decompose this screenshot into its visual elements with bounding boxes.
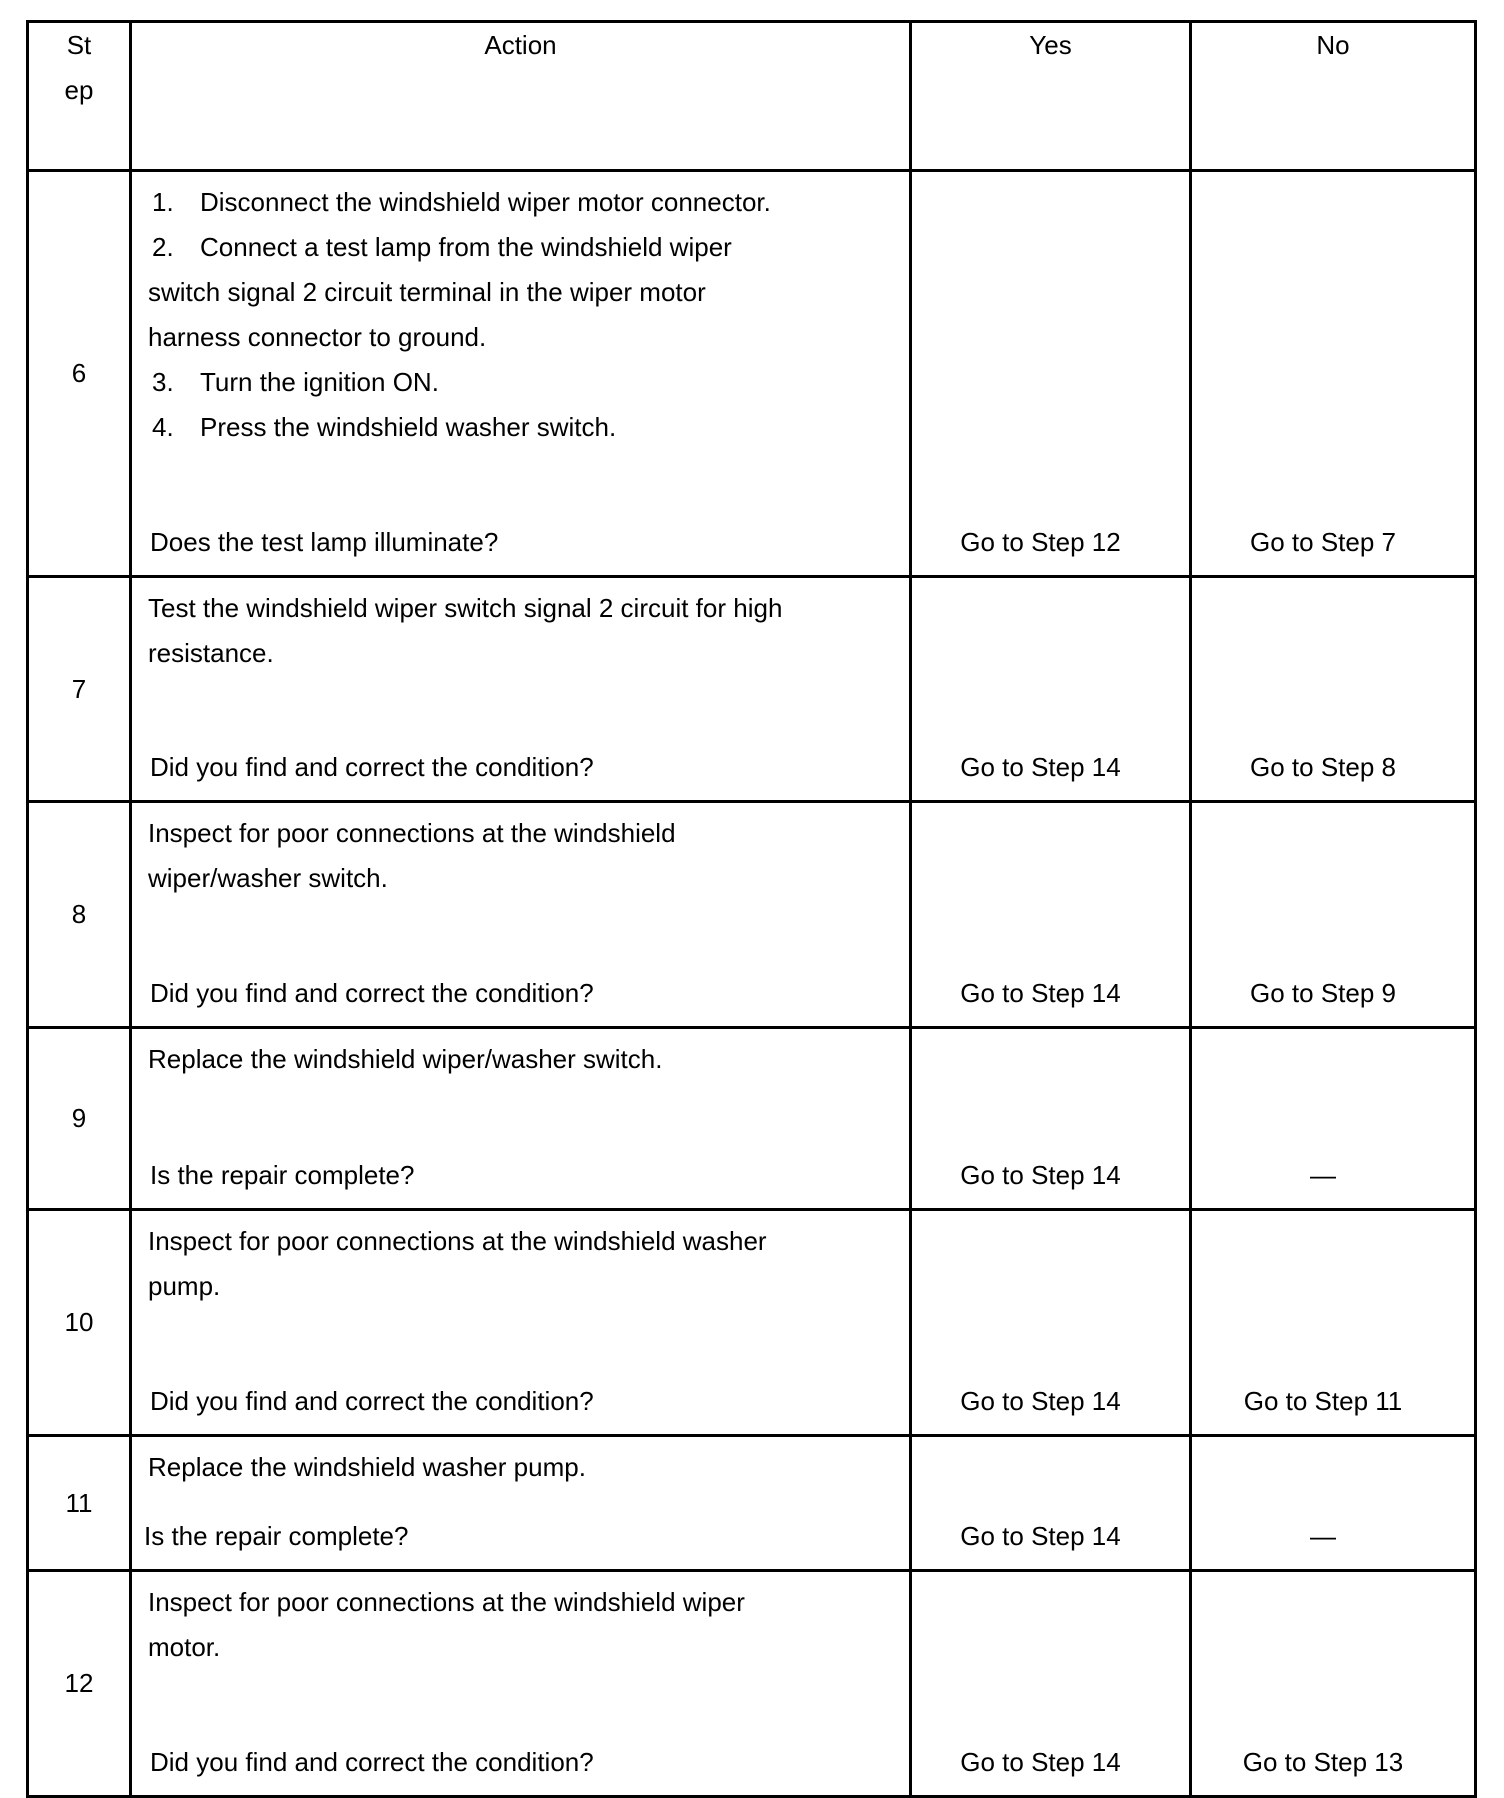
- no-cell: [1191, 1210, 1476, 1436]
- no-cell: [1191, 802, 1476, 1028]
- action-question: Did you find and correct the condition?: [150, 1747, 594, 1777]
- action-line: Inspect for poor connections at the windshield wiper: [148, 1587, 745, 1617]
- action-line: pump.: [148, 1271, 221, 1301]
- step-number: 10: [28, 1210, 131, 1436]
- diagnostic-table: [26, 20, 1477, 1798]
- yes-result: Go to Step 14: [960, 752, 1121, 782]
- yes-result: Go to Step 14: [960, 978, 1121, 1008]
- action-line: Test the windshield wiper switch signal 2 circuit for high: [148, 593, 783, 623]
- action-item: 2. Connect a test lamp from the windshield wiper: [152, 232, 732, 262]
- yes-cell: [911, 1210, 1191, 1436]
- action-question: Did you find and correct the condition?: [150, 752, 594, 782]
- table-row: [28, 802, 1476, 1028]
- action-line: Inspect for poor connections at the windshield washer: [148, 1226, 767, 1256]
- action-question: Is the repair complete?: [150, 1160, 415, 1190]
- header-step-line1: St: [66, 30, 92, 60]
- action-cell: [131, 577, 911, 802]
- yes-result: Go to Step 14: [960, 1386, 1121, 1416]
- no-cell: [1191, 1028, 1476, 1210]
- yes-cell: [911, 1028, 1191, 1210]
- no-cell: [1191, 171, 1476, 577]
- action-cell: [131, 1028, 911, 1210]
- header-step-line2: ep: [64, 75, 94, 105]
- no-cell: [1191, 577, 1476, 802]
- action-cell: [131, 802, 911, 1028]
- no-result: Go to Step 11: [1243, 1386, 1403, 1416]
- action-line: switch signal 2 circuit terminal in the wiper motor: [148, 277, 706, 307]
- action-line: Replace the windshield wiper/washer switch.: [148, 1044, 663, 1074]
- no-result: Go to Step 7: [1250, 527, 1396, 557]
- header-step: [28, 22, 131, 171]
- step-number: 9: [28, 1028, 131, 1210]
- action-line: harness connector to ground.: [148, 322, 487, 352]
- yes-cell: [911, 1571, 1191, 1797]
- action-line: wiper/washer switch.: [148, 863, 388, 893]
- header-no: No: [1191, 22, 1476, 171]
- action-line: Inspect for poor connections at the windshield: [148, 818, 676, 848]
- yes-cell: [911, 171, 1191, 577]
- table-row: [28, 1210, 1476, 1436]
- step-number: 7: [28, 577, 131, 802]
- yes-result: Go to Step 12: [960, 527, 1121, 557]
- header-yes: Yes: [911, 22, 1191, 171]
- action-cell: [131, 171, 911, 577]
- step-number: 12: [28, 1571, 131, 1797]
- yes-result: Go to Step 14: [960, 1521, 1121, 1551]
- yes-cell: [911, 1436, 1191, 1571]
- table-row: [28, 1571, 1476, 1797]
- action-item: 1. Disconnect the windshield wiper motor connector.: [152, 187, 771, 217]
- table-row: [28, 1436, 1476, 1571]
- no-result: Go to Step 9: [1250, 978, 1396, 1008]
- no-result: Go to Step 8: [1250, 752, 1396, 782]
- step-number: 6: [28, 171, 131, 577]
- no-result: Go to Step 13: [1242, 1747, 1404, 1777]
- yes-result: Go to Step 14: [960, 1747, 1121, 1777]
- action-line: motor.: [148, 1632, 221, 1662]
- action-cell: [131, 1571, 911, 1797]
- header-row: [28, 22, 1476, 171]
- table-row: [28, 577, 1476, 802]
- step-number: 8: [28, 802, 131, 1028]
- action-question: Did you find and correct the condition?: [150, 1386, 594, 1416]
- yes-result: Go to Step 14: [960, 1160, 1121, 1190]
- no-result: —: [1310, 1521, 1336, 1551]
- step-number: 11: [28, 1436, 131, 1571]
- action-question: Did you find and correct the condition?: [150, 978, 594, 1008]
- action-cell: [131, 1436, 911, 1571]
- action-line: resistance.: [148, 638, 274, 668]
- header-action: Action: [131, 22, 911, 171]
- yes-cell: [911, 577, 1191, 802]
- action-item: 4. Press the windshield washer switch.: [152, 412, 617, 442]
- no-result: —: [1310, 1160, 1336, 1190]
- action-item: 3. Turn the ignition ON.: [152, 367, 439, 397]
- action-cell: [131, 1210, 911, 1436]
- yes-cell: [911, 802, 1191, 1028]
- action-question: Is the repair complete?: [144, 1521, 409, 1551]
- table-row: [28, 171, 1476, 577]
- no-cell: [1191, 1436, 1476, 1571]
- no-cell: [1191, 1571, 1476, 1797]
- action-line: Replace the windshield washer pump.: [148, 1452, 586, 1482]
- action-question: Does the test lamp illuminate?: [150, 527, 499, 557]
- table-row: [28, 1028, 1476, 1210]
